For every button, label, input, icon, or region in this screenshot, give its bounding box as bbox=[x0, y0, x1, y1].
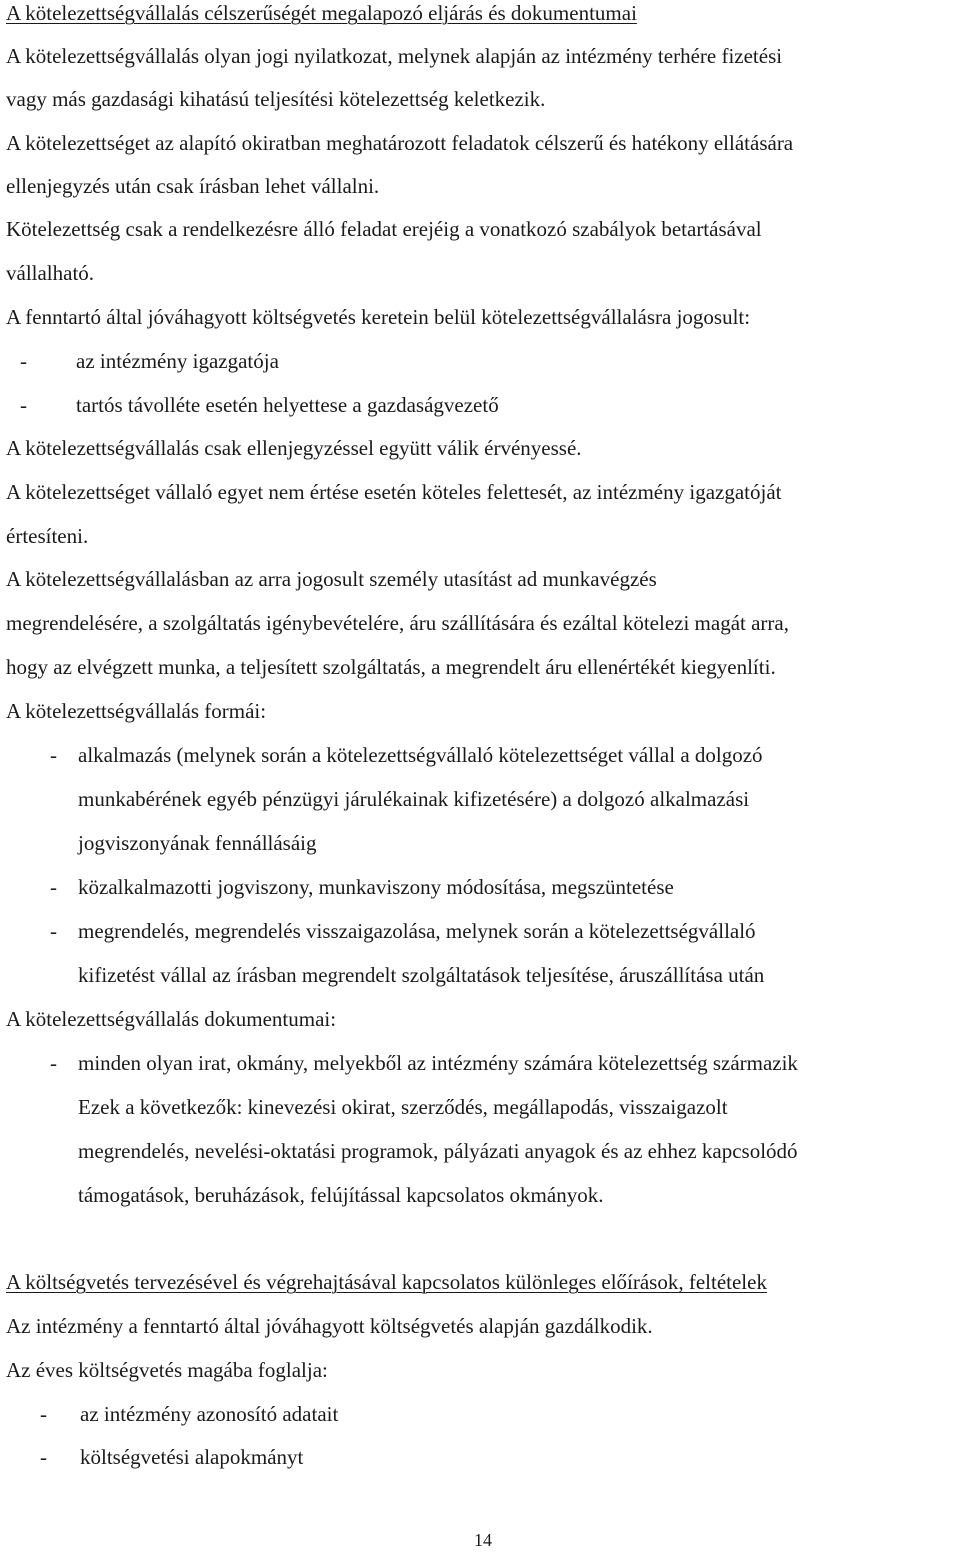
paragraph-line: Az éves költségvetés magába foglalja: bbox=[6, 1358, 328, 1382]
paragraph-line: A kötelezettségvállalás olyan jogi nyilatkozat, melynek alapján az intézmény terhére fizetési bbox=[6, 44, 783, 68]
paragraph-line: megrendelésére, a szolgáltatás igénybevételére, áru szállítására és ezáltal kötelezi magát arra, bbox=[6, 611, 789, 635]
paragraph-line: vagy más gazdasági kihatású teljesítési kötelezettség keletkezik. bbox=[6, 87, 546, 111]
list-item: költségvetési alapokmányt bbox=[80, 1445, 304, 1469]
paragraph-line: ellenjegyzés után csak írásban lehet vállalni. bbox=[6, 174, 380, 198]
list-item-continuation: megrendelés, nevelési-oktatási programok, pályázati anyagok és az ehhez kapcsolódó bbox=[78, 1139, 798, 1163]
paragraph-line: Az intézmény a fenntartó által jóváhagyott költségvetés alapján gazdálkodik. bbox=[6, 1314, 653, 1338]
list-item-continuation: munkabérének egyéb pénzügyi járulékainak kifizetésére) a dolgozó alkalmazási bbox=[78, 787, 750, 811]
list-dash: - bbox=[50, 743, 57, 767]
section-heading: A költségvetés tervezésével és végrehajtásával kapcsolatos különleges előírások, feltételek bbox=[6, 1270, 767, 1294]
paragraph-line: A kötelezettséget az alapító okiratban meghatározott feladatok célszerű és hatékony ellátására bbox=[6, 131, 794, 155]
list-item-continuation: jogviszonyának fennállásáig bbox=[78, 831, 317, 855]
list-item: közalkalmazotti jogviszony, munkaviszony módosítása, megszüntetése bbox=[78, 875, 674, 899]
list-heading: A kötelezettségvállalás dokumentumai: bbox=[6, 1007, 337, 1031]
list-dash: - bbox=[20, 393, 27, 417]
list-item: az intézmény igazgatója bbox=[76, 349, 279, 373]
paragraph-line: A fenntartó által jóváhagyott költségvetés keretein belül kötelezettségvállalásra jogosult: bbox=[6, 305, 751, 329]
list-item-continuation: támogatások, beruházások, felújítással kapcsolatos okmányok. bbox=[78, 1183, 604, 1207]
paragraph-line: hogy az elvégzett munka, a teljesített szolgáltatás, a megrendelt áru ellenértékét kiegyenlíti. bbox=[6, 655, 776, 679]
paragraph-line: vállalható. bbox=[6, 261, 95, 285]
paragraph-line: A kötelezettségvállalás csak ellenjegyzéssel együtt válik érvényessé. bbox=[6, 436, 582, 460]
list-dash: - bbox=[40, 1445, 47, 1469]
document-page bbox=[6, 0, 954, 1550]
list-heading: A kötelezettségvállalás formái: bbox=[6, 699, 267, 723]
list-dash: - bbox=[50, 1051, 57, 1075]
section-heading: A kötelezettségvállalás célszerűségét megalapozó eljárás és dokumentumai bbox=[6, 1, 637, 25]
list-item: minden olyan irat, okmány, melyekből az intézmény számára kötelezettség származik bbox=[78, 1051, 798, 1075]
list-item-continuation: kifizetést vállal az írásban megrendelt szolgáltatások teljesítése, áruszállítása után bbox=[78, 963, 765, 987]
list-dash: - bbox=[20, 349, 27, 373]
list-item: alkalmazás (melynek során a kötelezettségvállaló kötelezettséget vállal a dolgozó bbox=[78, 743, 763, 767]
list-dash: - bbox=[50, 919, 57, 943]
paragraph-line: Kötelezettség csak a rendelkezésre álló feladat erejéig a vonatkozó szabályok betartásával bbox=[6, 217, 762, 241]
list-item-continuation: Ezek a következők: kinevezési okirat, szerződés, megállapodás, visszaigazolt bbox=[78, 1095, 728, 1119]
paragraph-line: A kötelezettségvállalásban az arra jogosult személy utasítást ad munkavégzés bbox=[6, 567, 657, 591]
paragraph-line: értesíteni. bbox=[6, 524, 89, 548]
list-dash: - bbox=[40, 1402, 47, 1426]
list-dash: - bbox=[50, 875, 57, 899]
page-number: 14 bbox=[474, 1530, 492, 1550]
paragraph-line: A kötelezettséget vállaló egyet nem értése esetén köteles felettesét, az intézmény igazgatóját bbox=[6, 480, 782, 504]
list-item: tartós távolléte esetén helyettese a gazdaságvezető bbox=[76, 393, 499, 417]
list-item: megrendelés, megrendelés visszaigazolása, melynek során a kötelezettségvállaló bbox=[78, 919, 756, 943]
list-item: az intézmény azonosító adatait bbox=[80, 1402, 339, 1426]
